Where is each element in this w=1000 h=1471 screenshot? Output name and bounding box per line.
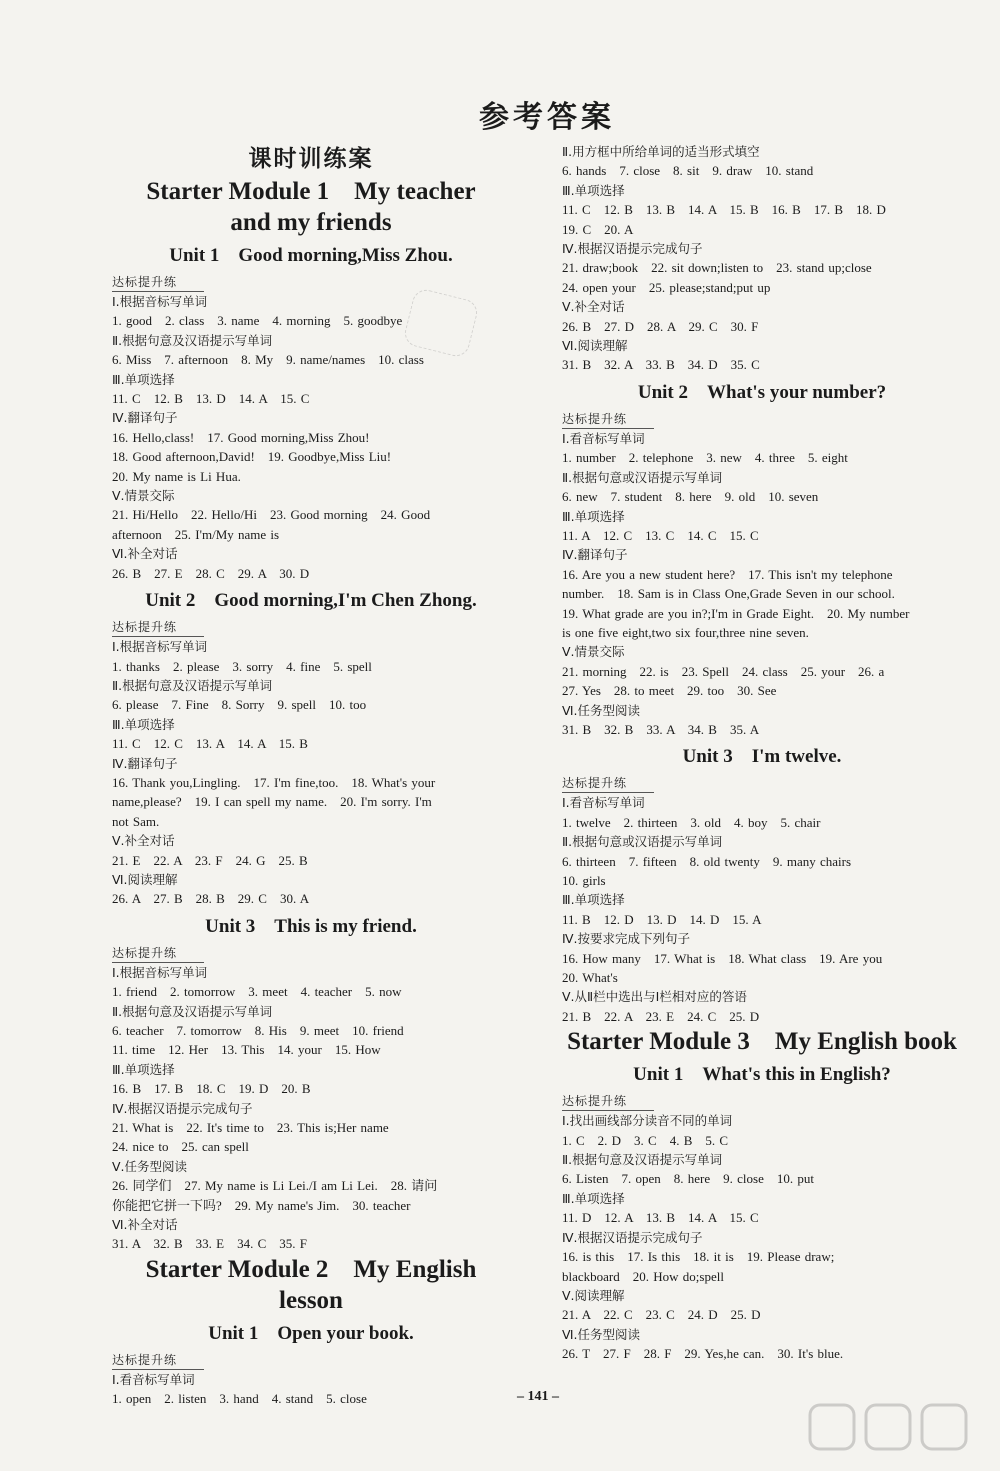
module-heading: Starter Module 1 My teacher bbox=[146, 178, 476, 205]
exercise-heading: Ⅴ.从Ⅱ栏中选出与Ⅰ栏相对应的答语 bbox=[562, 989, 747, 1005]
answer-line: 31. A 32. B 33. E 34. C 35. F bbox=[112, 1236, 307, 1252]
answer-line: 21. draw;book 22. sit down;listen to 23. stand up;close bbox=[562, 260, 872, 276]
practice-tag: 达标提升练 bbox=[112, 619, 204, 637]
answer-line: 6. hands 7. close 8. sit 9. draw 10. stand bbox=[562, 163, 814, 179]
answer-line: 26. B 27. D 28. A 29. C 30. F bbox=[562, 318, 759, 334]
unit-heading: Unit 3 This is my friend. bbox=[205, 915, 417, 937]
exercise-heading: Ⅳ.根据汉语提示完成句子 bbox=[112, 1100, 253, 1116]
answer-line: 31. B 32. A 33. B 34. D 35. C bbox=[562, 357, 760, 373]
page-number: – 141 – bbox=[517, 1389, 559, 1404]
exercise-heading: Ⅱ.根据句意或汉语提示写单词 bbox=[562, 834, 723, 850]
exercise-heading: Ⅳ.翻译句子 bbox=[112, 410, 178, 426]
answer-line: 1. good 2. class 3. name 4. morning 5. goodbye bbox=[112, 313, 403, 329]
exercise-heading: Ⅴ.任务型阅读 bbox=[112, 1158, 188, 1174]
practice-tag: 达标提升练 bbox=[112, 945, 204, 963]
section-heading: 课时训练案 bbox=[248, 146, 374, 172]
answer-line: 10. girls bbox=[562, 873, 606, 888]
answer-line: 21. E 22. A 23. F 24. G 25. B bbox=[112, 852, 308, 868]
exercise-heading: Ⅲ.单项选择 bbox=[562, 1190, 625, 1206]
answer-line: 你能把它拼一下吗? 29. My name's Jim. 30. teacher bbox=[112, 1197, 411, 1213]
exercise-heading: Ⅴ.情景交际 bbox=[562, 644, 625, 660]
exercise-heading: Ⅲ.单项选择 bbox=[112, 716, 175, 732]
answer-line: 1. open 2. listen 3. hand 4. stand 5. close bbox=[112, 1391, 367, 1407]
unit-heading: Unit 1 Good morning,Miss Zhou. bbox=[169, 245, 453, 266]
answer-line: 26. B 27. E 28. C 29. A 30. D bbox=[112, 565, 310, 581]
answer-line: 6. new 7. student 8. here 9. old 10. seven bbox=[562, 489, 819, 505]
exercise-heading: Ⅲ.单项选择 bbox=[112, 371, 175, 387]
exercise-heading: Ⅱ.用方框中所给单词的适当形式填空 bbox=[562, 144, 760, 159]
exercise-heading: Ⅲ.单项选择 bbox=[562, 508, 625, 524]
practice-tag: 达标提升练 bbox=[562, 775, 654, 793]
unit-heading: Unit 1 What's this in English? bbox=[633, 1064, 891, 1086]
exercise-heading: Ⅵ.阅读理解 bbox=[562, 338, 628, 354]
answer-line: 19. C 20. A bbox=[562, 221, 634, 237]
module-heading: and my friends bbox=[230, 209, 392, 236]
answer-line: blackboard 20. How do;spell bbox=[562, 1268, 724, 1284]
answer-line: 11. D 12. A 13. B 14. A 15. C bbox=[562, 1210, 759, 1226]
exercise-heading: Ⅱ.根据句意及汉语提示写单词 bbox=[562, 1152, 723, 1168]
answer-line: 6. thirteen 7. fifteen 8. old twenty 9. many chairs bbox=[562, 853, 852, 869]
exercise-heading: Ⅱ.根据句意及汉语提示写单词 bbox=[112, 1003, 273, 1019]
answer-line: 6. Miss 7. afternoon 8. My 9. name/names 10. class bbox=[112, 352, 424, 368]
practice-tag: 达标提升练 bbox=[562, 411, 654, 429]
answer-line: 1. number 2. telephone 3. new 4. three 5. eight bbox=[562, 450, 848, 466]
exercise-heading: Ⅰ.看音标写单词 bbox=[112, 1371, 195, 1387]
exercise-heading: Ⅴ.阅读理解 bbox=[562, 1287, 625, 1303]
exercise-heading: Ⅵ.补全对话 bbox=[112, 546, 178, 562]
answer-line: 19. What grade are you in?;I'm in Grade Eight. 20. My number bbox=[562, 605, 910, 621]
exercise-heading: Ⅲ.单项选择 bbox=[562, 182, 625, 198]
exercise-heading: Ⅳ.翻译句子 bbox=[112, 755, 178, 771]
answer-line: 6. Listen 7. open 8. here 9. close 10. put bbox=[562, 1171, 814, 1187]
exercise-heading: Ⅰ.根据音标写单词 bbox=[112, 639, 208, 655]
exercise-heading: Ⅵ.阅读理解 bbox=[112, 871, 178, 887]
exercise-heading: Ⅵ.任务型阅读 bbox=[562, 1326, 641, 1342]
answer-line: 21. Hi/Hello 22. Hello/Hi 23. Good morning 24. Good bbox=[112, 507, 431, 523]
exercise-heading: Ⅰ.根据音标写单词 bbox=[112, 964, 208, 980]
module-heading: Starter Module 2 My English lesson bbox=[145, 1255, 477, 1314]
practice-tag: 达标提升练 bbox=[112, 274, 204, 292]
answer-line: name,please? 19. I can spell my name. 20. I'm sorry. I'm bbox=[112, 794, 432, 810]
answer-line: 18. Good afternoon,David! 19. Goodbye,Miss Liu! bbox=[112, 449, 392, 465]
answer-line: 1. friend 2. tomorrow 3. meet 4. teacher 5. now bbox=[112, 984, 402, 1000]
answer-line: 16. Thank you,Lingling. 17. I'm fine,too. 18. What's your bbox=[112, 774, 436, 790]
answer-line: 26. A 27. B 28. B 29. C 30. A bbox=[112, 891, 310, 907]
exercise-heading: Ⅰ.找出画线部分读音不同的单词 bbox=[562, 1113, 733, 1129]
answer-line: 11. C 12. C 13. A 14. A 15. B bbox=[112, 736, 308, 752]
unit-heading: Unit 1 Open your book. bbox=[208, 1322, 414, 1344]
answer-line: 26. 同学们 27. My name is Li Lei./I am Li Lei. 28. 请问 bbox=[112, 1178, 438, 1194]
answer-line: 1. thanks 2. please 3. sorry 4. fine 5. spell bbox=[112, 658, 372, 674]
exercise-heading: Ⅱ.根据句意或汉语提示写单词 bbox=[562, 469, 723, 485]
answer-line: 16. B 17. B 18. C 19. D 20. B bbox=[112, 1081, 311, 1097]
exercise-heading: Ⅴ.补全对话 bbox=[112, 833, 175, 849]
answer-line: not Sam. bbox=[112, 813, 160, 829]
answer-line: 11. B 12. D 13. D 14. D 15. A bbox=[562, 911, 762, 927]
exercise-heading: Ⅵ.补全对话 bbox=[112, 1217, 178, 1233]
answer-line: 6. teacher 7. tomorrow 8. His 9. meet 10. friend bbox=[112, 1023, 404, 1038]
answer-line: 26. T 27. F 28. F 29. Yes,he can. 30. It's blue. bbox=[562, 1346, 844, 1362]
answer-line: 21. A 22. C 23. C 24. D 25. D bbox=[562, 1307, 761, 1323]
module-heading: Starter Module 3 My English book bbox=[567, 1028, 957, 1056]
answer-line: 20. What's bbox=[562, 970, 618, 986]
answer-line: 20. My name is Li Hua. bbox=[112, 468, 241, 484]
answer-line: 1. C 2. D 3. C 4. B 5. C bbox=[562, 1132, 729, 1148]
exercise-heading: Ⅳ.根据汉语提示完成句子 bbox=[562, 241, 703, 257]
answer-line: 6. please 7. Fine 8. Sorry 9. spell 10. too bbox=[112, 697, 367, 713]
answer-line: 11. A 12. C 13. C 14. C 15. C bbox=[562, 527, 759, 543]
exercise-heading: Ⅳ.根据汉语提示完成句子 bbox=[562, 1229, 703, 1245]
exercise-heading: Ⅴ.补全对话 bbox=[562, 299, 625, 315]
exercise-heading: Ⅰ.根据音标写单词 bbox=[112, 294, 208, 309]
answer-line: 31. B 32. B 33. A 34. B 35. A bbox=[562, 721, 760, 737]
page-title: 参考答案 bbox=[479, 100, 615, 135]
answer-line: 16. Are you a new student here? 17. This isn't my telephone bbox=[562, 566, 893, 582]
answer-line: is one five eight,two six four,three nine seven. bbox=[562, 624, 809, 640]
answer-line: 16. is this 17. Is this 18. it is 19. Please draw; bbox=[562, 1249, 835, 1265]
practice-tag: 达标提升练 bbox=[562, 1093, 654, 1111]
answer-line: afternoon 25. I'm/My name is bbox=[112, 526, 280, 542]
exercise-heading: Ⅰ.看音标写单词 bbox=[562, 430, 645, 446]
answer-line: 21. What is 22. It's time to 23. This is;Her name bbox=[112, 1120, 389, 1136]
answer-line: 21. B 22. A 23. E 24. C 25. D bbox=[562, 1008, 760, 1024]
answer-line: 21. morning 22. is 23. Spell 24. class 25. your 26. a bbox=[562, 663, 885, 679]
exercise-heading: Ⅵ.任务型阅读 bbox=[562, 702, 641, 718]
right-column bbox=[562, 142, 962, 1364]
answer-site-watermark-icon bbox=[806, 1401, 974, 1463]
answer-line: 11. C 12. B 13. D 14. A 15. C bbox=[112, 391, 310, 407]
exercise-heading: Ⅱ.根据句意及汉语提示写单词 bbox=[112, 332, 273, 348]
exercise-heading: Ⅲ.单项选择 bbox=[112, 1061, 175, 1077]
answer-line: 24. open your 25. please;stand;put up bbox=[562, 279, 771, 295]
exercise-heading: Ⅲ.单项选择 bbox=[562, 892, 625, 908]
practice-tag: 达标提升练 bbox=[112, 1352, 204, 1370]
answer-line: number. 18. Sam is in Class One,Grade Seven in our school. bbox=[562, 586, 895, 602]
unit-heading: Unit 3 I'm twelve. bbox=[682, 746, 842, 768]
exercise-heading: Ⅱ.根据句意及汉语提示写单词 bbox=[112, 677, 273, 693]
exercise-heading: Ⅰ.看音标写单词 bbox=[562, 795, 645, 811]
answer-line: 11. C 12. B 13. B 14. A 15. B 16. B 17. B 18. D bbox=[562, 202, 886, 218]
unit-heading: Unit 2 Good morning,I'm Chen Zhong. bbox=[145, 590, 477, 612]
exercise-heading: Ⅳ.按要求完成下列句子 bbox=[562, 931, 691, 947]
exercise-heading: Ⅴ.情景交际 bbox=[112, 488, 175, 504]
exercise-heading: Ⅳ.翻译句子 bbox=[562, 547, 628, 563]
answer-line: 11. time 12. Her 13. This 14. your 15. How bbox=[112, 1042, 381, 1058]
answer-line: 1. twelve 2. thirteen 3. old 4. boy 5. chair bbox=[562, 814, 821, 830]
answer-line: 24. nice to 25. can spell bbox=[112, 1139, 249, 1155]
answer-line: 27. Yes 28. to meet 29. too 30. See bbox=[562, 683, 777, 699]
answer-line: 16. How many 17. What is 18. What class 19. Are you bbox=[562, 950, 883, 966]
answer-line: 16. Hello,class! 17. Good morning,Miss Zhou! bbox=[112, 429, 370, 445]
unit-heading: Unit 2 What's your number? bbox=[637, 381, 887, 403]
